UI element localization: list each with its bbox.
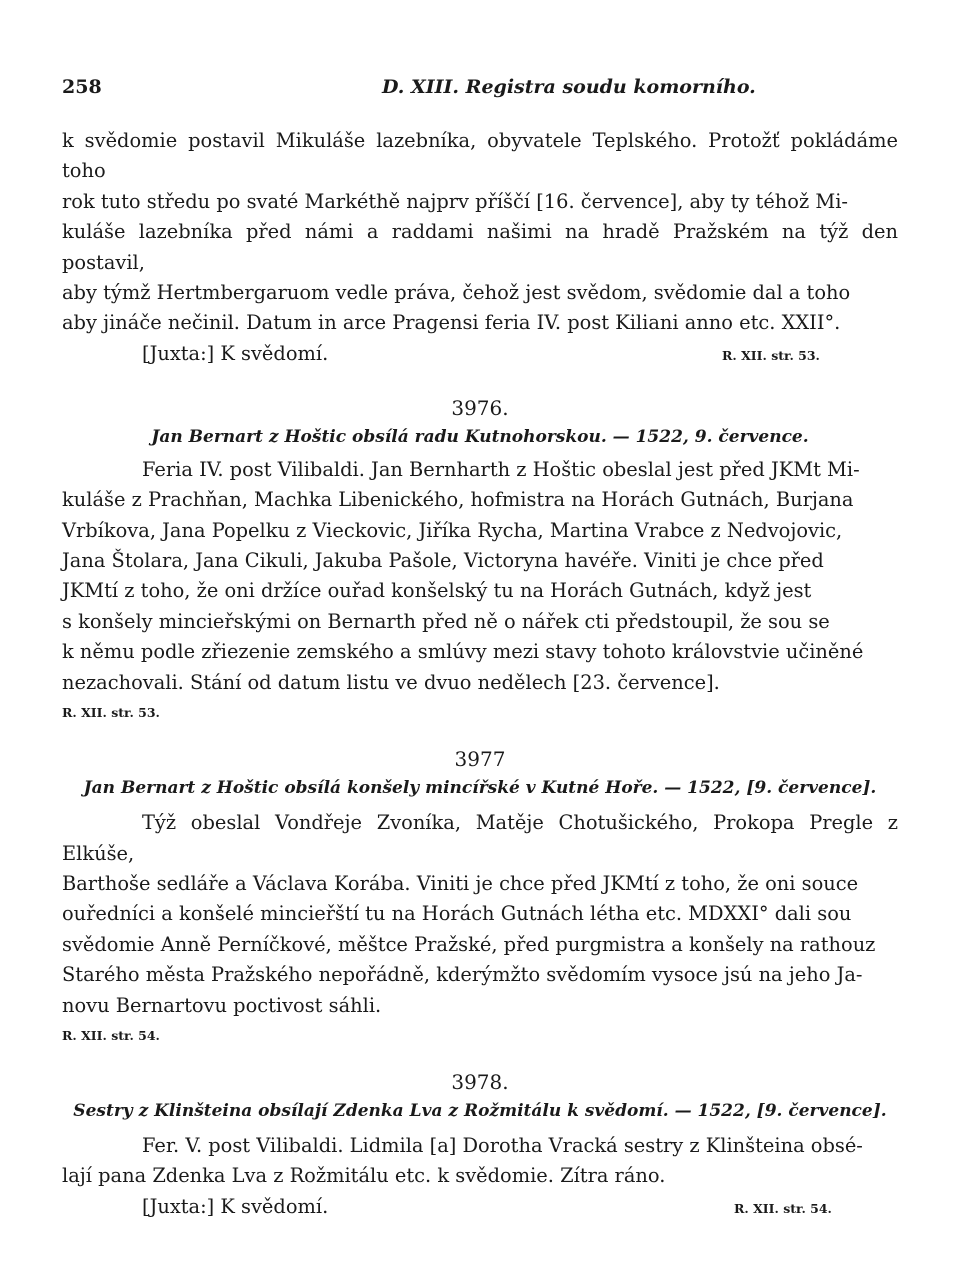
running-title: D. XIII. Registra soudu komorního. [382, 76, 756, 98]
text-line: JKMtí z toho, že oni držíce ouřad konšelský tu na Horách Gutnách, když jest [62, 579, 812, 603]
text-line: kuláše lazebníka před námi a raddami našimi na hradě Pražském na týž den postavil, [62, 220, 898, 274]
text-line: lají pana Zdenka Lva z Rožmitálu etc. k svědomie. Zítra ráno. [62, 1164, 666, 1188]
entry-title: Jan Bernart z Hoštic obsílá konšely mincířské v Kutné Hoře. — 1522, [9. července]. [83, 778, 877, 799]
text-line: Vrbíkova, Jana Popelku z Vieckovic, Jiříka Rycha, Martina Vrabce z Nedvojovic, [62, 518, 843, 542]
juxta-note: [Juxta:] K svědomí. [142, 1194, 329, 1218]
page-number: 258 [62, 76, 102, 98]
entry-number: 3977 [454, 747, 506, 772]
entry-number: 3976. [451, 395, 509, 420]
text-line: Fer. V. post Vilibaldi. Lidmila [a] Dorotha Vracká sestry z Klinšteina obsé- [142, 1133, 863, 1157]
entry-paragraph [62, 808, 898, 1021]
text-line: k němu podle zřiezenie zemského a smlúvy mezi stavy tohoto královstvie učiněné [62, 640, 864, 664]
text-line: ouředníci a konšelé mincieřští tu na Horách Gutnách létha etc. MDXXI° dali sou [62, 902, 852, 926]
source-reference: R. XII. str. 53. [722, 347, 820, 363]
text-line: nezachovali. Stání od datum listu ve dvuo nedělech [23. července]. [62, 670, 720, 694]
entry-number: 3978. [451, 1069, 509, 1094]
juxta-note: [Juxta:] K svědomí. [142, 341, 329, 365]
text-line: k svědomie postavil Mikuláše lazebníka, obyvatele Teplského. Protožť pokládáme toho [62, 129, 898, 183]
text-line: aby jináče nečinil. Datum in arce Pragensi feria IV. post Kiliani anno etc. XXII°. [62, 311, 841, 335]
text-line: Barthoše sedláře a Václava Korába. Viniti je chce před JKMtí z toho, že oni souce [62, 871, 859, 895]
entry-paragraph [62, 1131, 898, 1192]
text-line: s konšely mincieřskými on Bernarth před ně o nářek cti předstoupil, že sou se [62, 609, 830, 633]
intro-paragraph [62, 126, 898, 339]
text-line: Jana Štolara, Jana Cikuli, Jakuba Pašole, Victoryna havéře. Viniti je chce před [62, 549, 824, 573]
juxta-line [62, 339, 898, 371]
text-line: Týž obeslal Vondřeje Zvoníka, Matěje Chotušického, Prokopa Pregle z Elkúše, [62, 811, 898, 865]
source-reference: R. XII. str. 53. [62, 705, 160, 721]
text-line: kuláše z Prachňan, Machka Libenického, hofmistra na Horách Gutnách, Burjana [62, 488, 854, 512]
text-line: Feria IV. post Vilibaldi. Jan Bernharth z Hoštic obeslal jest před JKMt Mi- [142, 457, 860, 481]
page-content [62, 126, 898, 1224]
text-line: Starého města Pražského nepořádně, kderýmžto svědomím vysoce jsú na jeho Ja- [62, 963, 863, 987]
text-line: aby týmž Hertmbergaruom vedle práva, čehož jest svědom, svědomie dal a toho [62, 281, 851, 305]
text-line: rok tuto středu po svaté Markéthě najprv příščí [16. července], aby ty téhož Mi- [62, 189, 848, 213]
entry-paragraph [62, 455, 898, 698]
entry-title: Sestry z Klinšteina obsílají Zdenka Lva z Rožmitálu k svědomí. — 1522, [9. července]. [73, 1100, 887, 1121]
source-reference: R. XII. str. 54. [734, 1200, 832, 1216]
juxta-line [62, 1192, 898, 1224]
text-line: svědomie Anně Perníčkové, měštce Pražské, před purgmistra a konšely na rathouz [62, 932, 876, 956]
source-reference: R. XII. str. 54. [62, 1027, 160, 1043]
text-line: novu Bernartovu poctivost sáhli. [62, 993, 382, 1017]
entry-title: Jan Bernart z Hoštic obsílá radu Kutnohorskou. — 1522, 9. července. [151, 426, 809, 447]
running-header [62, 76, 898, 104]
